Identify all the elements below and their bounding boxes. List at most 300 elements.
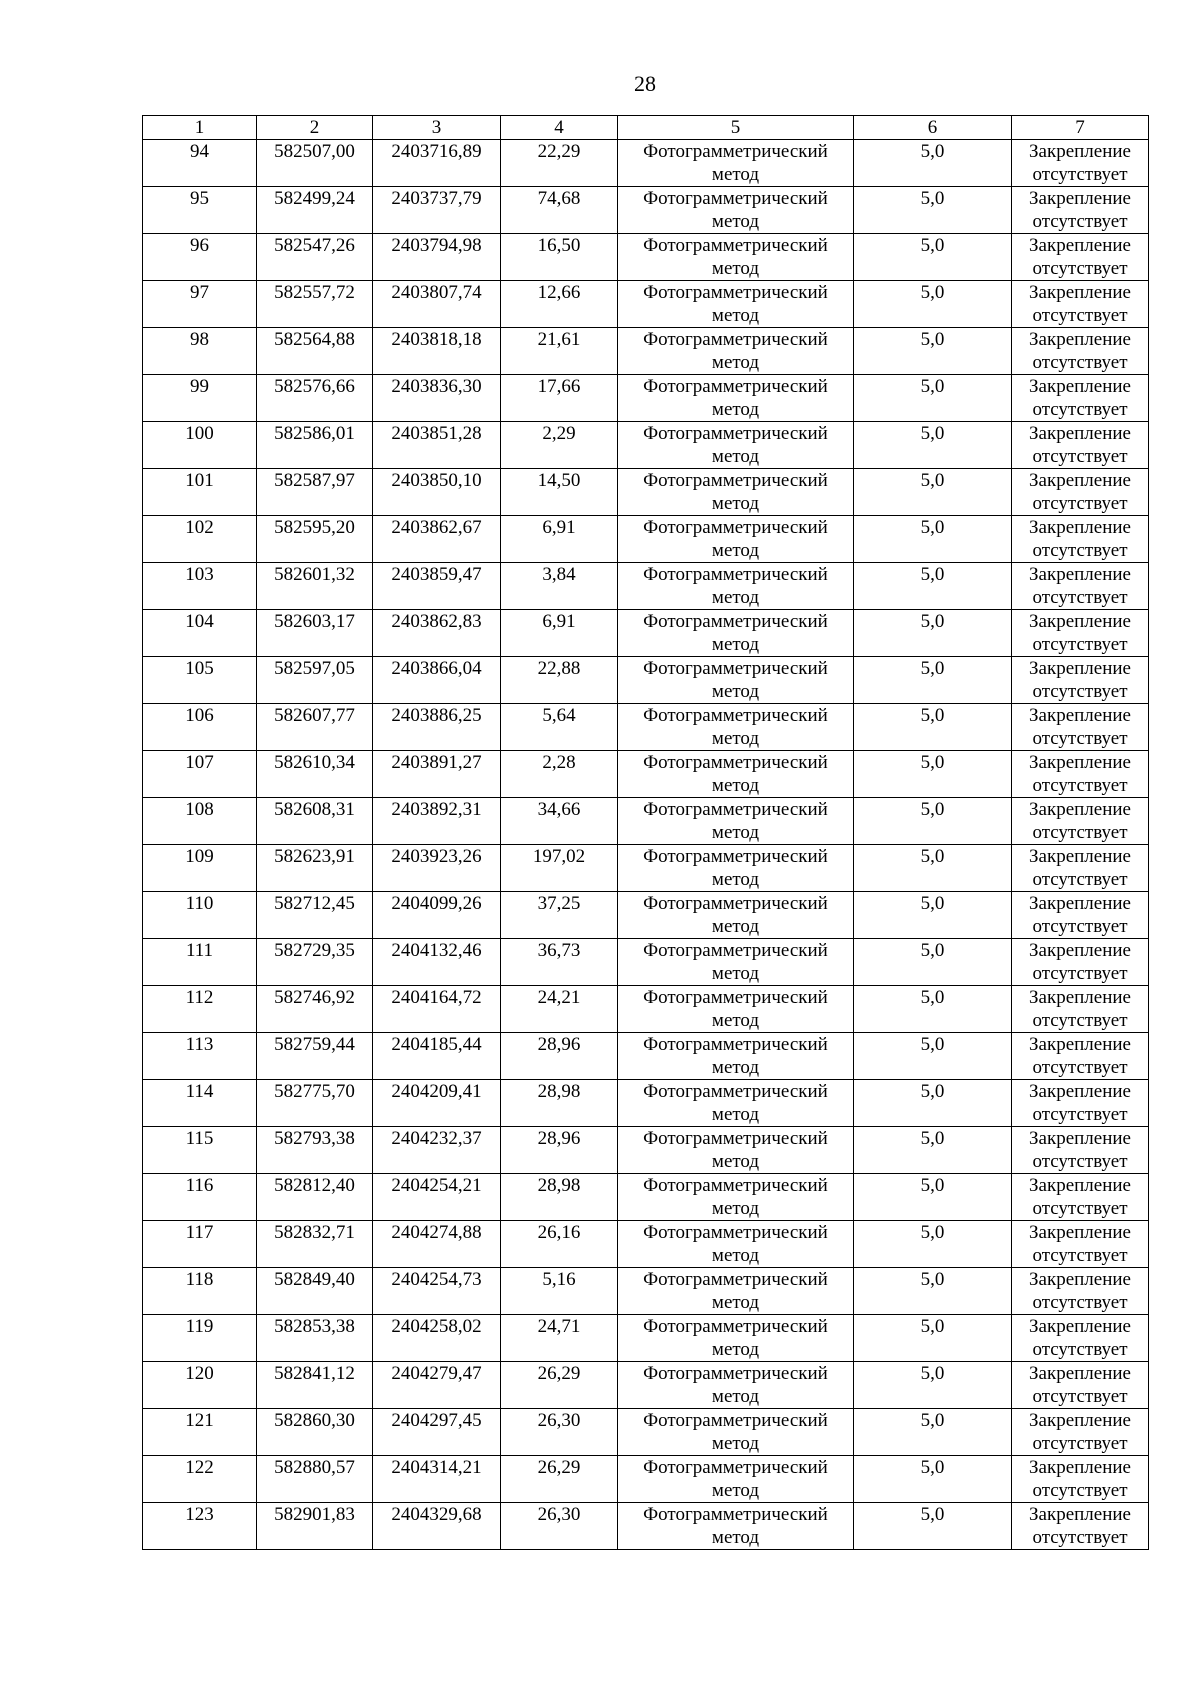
- accuracy-cell: 5,0: [854, 1315, 1012, 1362]
- fixing-line-2: отсутствует: [1032, 822, 1128, 843]
- method-line-1: Фотограмметрический: [643, 1504, 828, 1525]
- fixing-line-1: Закрепление: [1029, 1222, 1131, 1243]
- y-coordinate-cell: 2404232,37: [373, 1127, 501, 1174]
- method-line-1: Фотограмметрический: [643, 141, 828, 162]
- accuracy-cell: 5,0: [854, 1174, 1012, 1221]
- distance-cell: 26,29: [501, 1456, 618, 1503]
- coordinates-table: [142, 115, 1149, 1550]
- x-coordinate-cell: 582595,20: [257, 516, 373, 563]
- fixing-cell: [1012, 422, 1149, 469]
- y-coordinate-cell: 2404254,73: [373, 1268, 501, 1315]
- fixing-cell: [1012, 751, 1149, 798]
- fixing-cell: [1012, 1456, 1149, 1503]
- method-cell: [618, 563, 854, 610]
- fixing-line-2: отсутствует: [1032, 1292, 1128, 1313]
- accuracy-cell: 5,0: [854, 939, 1012, 986]
- point-number-cell: 102: [143, 516, 257, 563]
- x-coordinate-cell: 582812,40: [257, 1174, 373, 1221]
- point-number-cell: 98: [143, 328, 257, 375]
- x-coordinate-cell: 582759,44: [257, 1033, 373, 1080]
- fixing-cell: [1012, 1409, 1149, 1456]
- method-cell: [618, 234, 854, 281]
- y-coordinate-cell: 2403836,30: [373, 375, 501, 422]
- distance-cell: 28,98: [501, 1080, 618, 1127]
- fixing-line-1: Закрепление: [1029, 329, 1131, 350]
- fixing-line-2: отсутствует: [1032, 493, 1128, 514]
- fixing-cell: [1012, 1033, 1149, 1080]
- x-coordinate-cell: 582547,26: [257, 234, 373, 281]
- fixing-cell: [1012, 986, 1149, 1033]
- fixing-cell: [1012, 798, 1149, 845]
- point-number-cell: 99: [143, 375, 257, 422]
- fixing-line-2: отсутствует: [1032, 1151, 1128, 1172]
- method-line-2: метод: [711, 258, 760, 279]
- method-line-1: Фотограмметрический: [643, 893, 828, 914]
- table-row: [143, 516, 1149, 563]
- distance-cell: 36,73: [501, 939, 618, 986]
- point-number-cell: 121: [143, 1409, 257, 1456]
- method-cell: [618, 281, 854, 328]
- fixing-line-2: отсутствует: [1032, 1245, 1128, 1266]
- method-line-1: Фотограмметрический: [643, 235, 828, 256]
- y-coordinate-cell: 2403891,27: [373, 751, 501, 798]
- accuracy-cell: 5,0: [854, 610, 1012, 657]
- point-number-cell: 105: [143, 657, 257, 704]
- method-line-2: метод: [711, 681, 760, 702]
- fixing-line-2: отсутствует: [1032, 634, 1128, 655]
- x-coordinate-cell: 582610,34: [257, 751, 373, 798]
- method-line-1: Фотограмметрический: [643, 376, 828, 397]
- fixing-line-1: Закрепление: [1029, 235, 1131, 256]
- y-coordinate-cell: 2403859,47: [373, 563, 501, 610]
- table-row: [143, 798, 1149, 845]
- table-row: [143, 563, 1149, 610]
- point-number-cell: 118: [143, 1268, 257, 1315]
- table-row: [143, 375, 1149, 422]
- x-coordinate-cell: 582499,24: [257, 187, 373, 234]
- point-number-cell: 123: [143, 1503, 257, 1550]
- fixing-cell: [1012, 469, 1149, 516]
- y-coordinate-cell: 2403862,83: [373, 610, 501, 657]
- y-coordinate-cell: 2404185,44: [373, 1033, 501, 1080]
- method-line-1: Фотограмметрический: [643, 1175, 828, 1196]
- method-line-1: Фотограмметрический: [643, 611, 828, 632]
- y-coordinate-cell: 2404297,45: [373, 1409, 501, 1456]
- distance-cell: 3,84: [501, 563, 618, 610]
- x-coordinate-cell: 582603,17: [257, 610, 373, 657]
- point-number-cell: 112: [143, 986, 257, 1033]
- method-line-1: Фотограмметрический: [643, 799, 828, 820]
- table-row: [143, 986, 1149, 1033]
- method-line-2: метод: [711, 1433, 760, 1454]
- header-cell-2: 2: [257, 116, 373, 140]
- point-number-cell: 106: [143, 704, 257, 751]
- distance-cell: 6,91: [501, 610, 618, 657]
- y-coordinate-cell: 2403886,25: [373, 704, 501, 751]
- method-line-1: Фотограмметрический: [643, 188, 828, 209]
- method-cell: [618, 1362, 854, 1409]
- fixing-cell: [1012, 563, 1149, 610]
- method-cell: [618, 187, 854, 234]
- y-coordinate-cell: 2404254,21: [373, 1174, 501, 1221]
- fixing-line-2: отсутствует: [1032, 681, 1128, 702]
- method-line-2: метод: [711, 1010, 760, 1031]
- method-line-1: Фотограмметрический: [643, 329, 828, 350]
- accuracy-cell: 5,0: [854, 563, 1012, 610]
- method-line-2: метод: [711, 1339, 760, 1360]
- accuracy-cell: 5,0: [854, 892, 1012, 939]
- method-cell: [618, 328, 854, 375]
- accuracy-cell: 5,0: [854, 375, 1012, 422]
- table-row: [143, 751, 1149, 798]
- x-coordinate-cell: 582712,45: [257, 892, 373, 939]
- fixing-line-2: отсутствует: [1032, 1104, 1128, 1125]
- accuracy-cell: 5,0: [854, 1033, 1012, 1080]
- fixing-line-2: отсутствует: [1032, 446, 1128, 467]
- method-line-2: метод: [711, 1104, 760, 1125]
- distance-cell: 12,66: [501, 281, 618, 328]
- method-cell: [618, 610, 854, 657]
- method-cell: [618, 657, 854, 704]
- fixing-line-1: Закрепление: [1029, 846, 1131, 867]
- method-line-2: метод: [711, 634, 760, 655]
- method-cell: [618, 798, 854, 845]
- method-line-2: метод: [711, 540, 760, 561]
- x-coordinate-cell: 582601,32: [257, 563, 373, 610]
- x-coordinate-cell: 582849,40: [257, 1268, 373, 1315]
- table-row: [143, 610, 1149, 657]
- fixing-cell: [1012, 1362, 1149, 1409]
- fixing-cell: [1012, 187, 1149, 234]
- fixing-line-1: Закрепление: [1029, 564, 1131, 585]
- method-line-2: метод: [711, 446, 760, 467]
- fixing-line-2: отсутствует: [1032, 1527, 1128, 1548]
- method-cell: [618, 1315, 854, 1362]
- fixing-cell: [1012, 1174, 1149, 1221]
- fixing-line-1: Закрепление: [1029, 1175, 1131, 1196]
- distance-cell: 22,88: [501, 657, 618, 704]
- method-line-2: метод: [711, 869, 760, 890]
- method-cell: [618, 986, 854, 1033]
- accuracy-cell: 5,0: [854, 657, 1012, 704]
- distance-cell: 26,16: [501, 1221, 618, 1268]
- method-line-1: Фотограмметрический: [643, 752, 828, 773]
- method-cell: [618, 1503, 854, 1550]
- method-line-2: метод: [711, 822, 760, 843]
- y-coordinate-cell: 2403866,04: [373, 657, 501, 704]
- fixing-line-1: Закрепление: [1029, 658, 1131, 679]
- method-line-1: Фотограмметрический: [643, 940, 828, 961]
- accuracy-cell: 5,0: [854, 751, 1012, 798]
- x-coordinate-cell: 582623,91: [257, 845, 373, 892]
- table-header: [143, 116, 1149, 140]
- point-number-cell: 100: [143, 422, 257, 469]
- fixing-line-1: Закрепление: [1029, 987, 1131, 1008]
- point-number-cell: 122: [143, 1456, 257, 1503]
- accuracy-cell: 5,0: [854, 516, 1012, 563]
- point-number-cell: 117: [143, 1221, 257, 1268]
- table-row: [143, 1221, 1149, 1268]
- fixing-line-2: отсутствует: [1032, 540, 1128, 561]
- method-cell: [618, 1174, 854, 1221]
- point-number-cell: 94: [143, 140, 257, 187]
- header-cell-1: 1: [143, 116, 257, 140]
- x-coordinate-cell: 582746,92: [257, 986, 373, 1033]
- table-row: [143, 1127, 1149, 1174]
- y-coordinate-cell: 2404329,68: [373, 1503, 501, 1550]
- fixing-line-1: Закрепление: [1029, 940, 1131, 961]
- method-line-2: метод: [711, 1245, 760, 1266]
- accuracy-cell: 5,0: [854, 1268, 1012, 1315]
- table-row: [143, 187, 1149, 234]
- distance-cell: 17,66: [501, 375, 618, 422]
- table-row: [143, 892, 1149, 939]
- method-line-1: Фотограмметрический: [643, 470, 828, 491]
- method-line-2: метод: [711, 493, 760, 514]
- accuracy-cell: 5,0: [854, 986, 1012, 1033]
- accuracy-cell: 5,0: [854, 1080, 1012, 1127]
- method-cell: [618, 751, 854, 798]
- point-number-cell: 101: [143, 469, 257, 516]
- method-line-1: Фотограмметрический: [643, 423, 828, 444]
- method-line-2: метод: [711, 164, 760, 185]
- method-cell: [618, 375, 854, 422]
- distance-cell: 2,28: [501, 751, 618, 798]
- table-row: [143, 1268, 1149, 1315]
- method-cell: [618, 1456, 854, 1503]
- fixing-line-2: отсутствует: [1032, 1480, 1128, 1501]
- accuracy-cell: 5,0: [854, 1362, 1012, 1409]
- table-row: [143, 140, 1149, 187]
- table-row: [143, 1503, 1149, 1550]
- method-line-2: метод: [711, 399, 760, 420]
- fixing-line-1: Закрепление: [1029, 1034, 1131, 1055]
- fixing-line-1: Закрепление: [1029, 188, 1131, 209]
- table-body: [143, 140, 1149, 1550]
- y-coordinate-cell: 2403850,10: [373, 469, 501, 516]
- method-cell: [618, 516, 854, 563]
- fixing-cell: [1012, 1127, 1149, 1174]
- method-line-1: Фотограмметрический: [643, 705, 828, 726]
- method-cell: [618, 1409, 854, 1456]
- table-row: [143, 234, 1149, 281]
- x-coordinate-cell: 582607,77: [257, 704, 373, 751]
- table-row: [143, 845, 1149, 892]
- fixing-line-2: отсутствует: [1032, 869, 1128, 890]
- fixing-line-2: отсутствует: [1032, 587, 1128, 608]
- y-coordinate-cell: 2404274,88: [373, 1221, 501, 1268]
- method-line-1: Фотограмметрический: [643, 564, 828, 585]
- point-number-cell: 103: [143, 563, 257, 610]
- x-coordinate-cell: 582608,31: [257, 798, 373, 845]
- point-number-cell: 96: [143, 234, 257, 281]
- y-coordinate-cell: 2403794,98: [373, 234, 501, 281]
- method-line-1: Фотограмметрический: [643, 1081, 828, 1102]
- x-coordinate-cell: 582853,38: [257, 1315, 373, 1362]
- fixing-line-2: отсутствует: [1032, 305, 1128, 326]
- x-coordinate-cell: 582901,83: [257, 1503, 373, 1550]
- distance-cell: 26,29: [501, 1362, 618, 1409]
- y-coordinate-cell: 2403923,26: [373, 845, 501, 892]
- table-row: [143, 422, 1149, 469]
- fixing-line-2: отсутствует: [1032, 728, 1128, 749]
- accuracy-cell: 5,0: [854, 1456, 1012, 1503]
- method-line-1: Фотограмметрический: [643, 1363, 828, 1384]
- fixing-cell: [1012, 140, 1149, 187]
- header-cell-6: 6: [854, 116, 1012, 140]
- fixing-line-1: Закрепление: [1029, 470, 1131, 491]
- header-cell-4: 4: [501, 116, 618, 140]
- x-coordinate-cell: 582729,35: [257, 939, 373, 986]
- fixing-cell: [1012, 939, 1149, 986]
- table-row: [143, 1456, 1149, 1503]
- method-line-1: Фотограмметрический: [643, 1410, 828, 1431]
- distance-cell: 28,98: [501, 1174, 618, 1221]
- method-line-1: Фотограмметрический: [643, 1222, 828, 1243]
- fixing-line-1: Закрепление: [1029, 752, 1131, 773]
- fixing-line-1: Закрепление: [1029, 1316, 1131, 1337]
- method-line-1: Фотограмметрический: [643, 1128, 828, 1149]
- method-line-1: Фотограмметрический: [643, 1316, 828, 1337]
- method-line-1: Фотограмметрический: [643, 1457, 828, 1478]
- fixing-line-2: отсутствует: [1032, 1057, 1128, 1078]
- fixing-cell: [1012, 1268, 1149, 1315]
- page-number: 28: [634, 71, 656, 96]
- point-number-cell: 110: [143, 892, 257, 939]
- y-coordinate-cell: 2403716,89: [373, 140, 501, 187]
- y-coordinate-cell: 2403807,74: [373, 281, 501, 328]
- table-row: [143, 469, 1149, 516]
- method-cell: [618, 892, 854, 939]
- method-line-1: Фотограмметрический: [643, 1034, 828, 1055]
- method-line-1: Фотограмметрический: [643, 282, 828, 303]
- fixing-cell: [1012, 1080, 1149, 1127]
- fixing-line-1: Закрепление: [1029, 1457, 1131, 1478]
- fixing-cell: [1012, 610, 1149, 657]
- distance-cell: 6,91: [501, 516, 618, 563]
- fixing-line-2: отсутствует: [1032, 963, 1128, 984]
- method-line-2: метод: [711, 1151, 760, 1172]
- distance-cell: 5,16: [501, 1268, 618, 1315]
- accuracy-cell: 5,0: [854, 798, 1012, 845]
- fixing-line-2: отсутствует: [1032, 1386, 1128, 1407]
- method-line-2: метод: [711, 775, 760, 796]
- accuracy-cell: 5,0: [854, 187, 1012, 234]
- x-coordinate-cell: 582880,57: [257, 1456, 373, 1503]
- distance-cell: 2,29: [501, 422, 618, 469]
- fixing-cell: [1012, 281, 1149, 328]
- y-coordinate-cell: 2403818,18: [373, 328, 501, 375]
- fixing-cell: [1012, 892, 1149, 939]
- distance-cell: 74,68: [501, 187, 618, 234]
- fixing-line-1: Закрепление: [1029, 705, 1131, 726]
- distance-cell: 21,61: [501, 328, 618, 375]
- x-coordinate-cell: 582832,71: [257, 1221, 373, 1268]
- point-number-cell: 119: [143, 1315, 257, 1362]
- method-line-2: метод: [711, 1292, 760, 1313]
- method-line-1: Фотограмметрический: [643, 987, 828, 1008]
- point-number-cell: 111: [143, 939, 257, 986]
- x-coordinate-cell: 582587,97: [257, 469, 373, 516]
- x-coordinate-cell: 582841,12: [257, 1362, 373, 1409]
- method-cell: [618, 1033, 854, 1080]
- fixing-line-1: Закрепление: [1029, 1504, 1131, 1525]
- y-coordinate-cell: 2404132,46: [373, 939, 501, 986]
- distance-cell: 26,30: [501, 1409, 618, 1456]
- fixing-cell: [1012, 704, 1149, 751]
- point-number-cell: 95: [143, 187, 257, 234]
- method-line-2: метод: [711, 1198, 760, 1219]
- x-coordinate-cell: 582775,70: [257, 1080, 373, 1127]
- fixing-line-2: отсутствует: [1032, 1339, 1128, 1360]
- header-cell-5: 5: [618, 116, 854, 140]
- header-cell-3: 3: [373, 116, 501, 140]
- method-line-2: метод: [711, 916, 760, 937]
- x-coordinate-cell: 582860,30: [257, 1409, 373, 1456]
- fixing-line-2: отсутствует: [1032, 1010, 1128, 1031]
- method-cell: [618, 1080, 854, 1127]
- distance-cell: 16,50: [501, 234, 618, 281]
- distance-cell: 197,02: [501, 845, 618, 892]
- method-line-2: метод: [711, 963, 760, 984]
- point-number-cell: 120: [143, 1362, 257, 1409]
- y-coordinate-cell: 2404258,02: [373, 1315, 501, 1362]
- fixing-cell: [1012, 516, 1149, 563]
- table-row: [143, 1080, 1149, 1127]
- accuracy-cell: 5,0: [854, 469, 1012, 516]
- accuracy-cell: 5,0: [854, 234, 1012, 281]
- table-row: [143, 1409, 1149, 1456]
- method-line-2: метод: [711, 587, 760, 608]
- method-cell: [618, 845, 854, 892]
- table-row: [143, 1315, 1149, 1362]
- accuracy-cell: 5,0: [854, 281, 1012, 328]
- fixing-line-1: Закрепление: [1029, 1269, 1131, 1290]
- y-coordinate-cell: 2404164,72: [373, 986, 501, 1033]
- fixing-line-2: отсутствует: [1032, 258, 1128, 279]
- header-cell-7: 7: [1012, 116, 1149, 140]
- method-line-2: метод: [711, 728, 760, 749]
- fixing-line-1: Закрепление: [1029, 1128, 1131, 1149]
- x-coordinate-cell: 582507,00: [257, 140, 373, 187]
- table-row: [143, 1033, 1149, 1080]
- x-coordinate-cell: 582586,01: [257, 422, 373, 469]
- distance-cell: 34,66: [501, 798, 618, 845]
- y-coordinate-cell: 2404314,21: [373, 1456, 501, 1503]
- accuracy-cell: 5,0: [854, 704, 1012, 751]
- fixing-line-1: Закрепление: [1029, 1363, 1131, 1384]
- x-coordinate-cell: 582557,72: [257, 281, 373, 328]
- fixing-line-1: Закрепление: [1029, 517, 1131, 538]
- point-number-cell: 104: [143, 610, 257, 657]
- fixing-line-2: отсутствует: [1032, 164, 1128, 185]
- point-number-cell: 97: [143, 281, 257, 328]
- distance-cell: 28,96: [501, 1127, 618, 1174]
- fixing-line-2: отсутствует: [1032, 1433, 1128, 1454]
- point-number-cell: 114: [143, 1080, 257, 1127]
- y-coordinate-cell: 2403851,28: [373, 422, 501, 469]
- method-cell: [618, 1221, 854, 1268]
- method-line-1: Фотограмметрический: [643, 1269, 828, 1290]
- fixing-line-1: Закрепление: [1029, 376, 1131, 397]
- y-coordinate-cell: 2403892,31: [373, 798, 501, 845]
- point-number-cell: 115: [143, 1127, 257, 1174]
- table-row: [143, 657, 1149, 704]
- x-coordinate-cell: 582564,88: [257, 328, 373, 375]
- accuracy-cell: 5,0: [854, 140, 1012, 187]
- distance-cell: 26,30: [501, 1503, 618, 1550]
- accuracy-cell: 5,0: [854, 1409, 1012, 1456]
